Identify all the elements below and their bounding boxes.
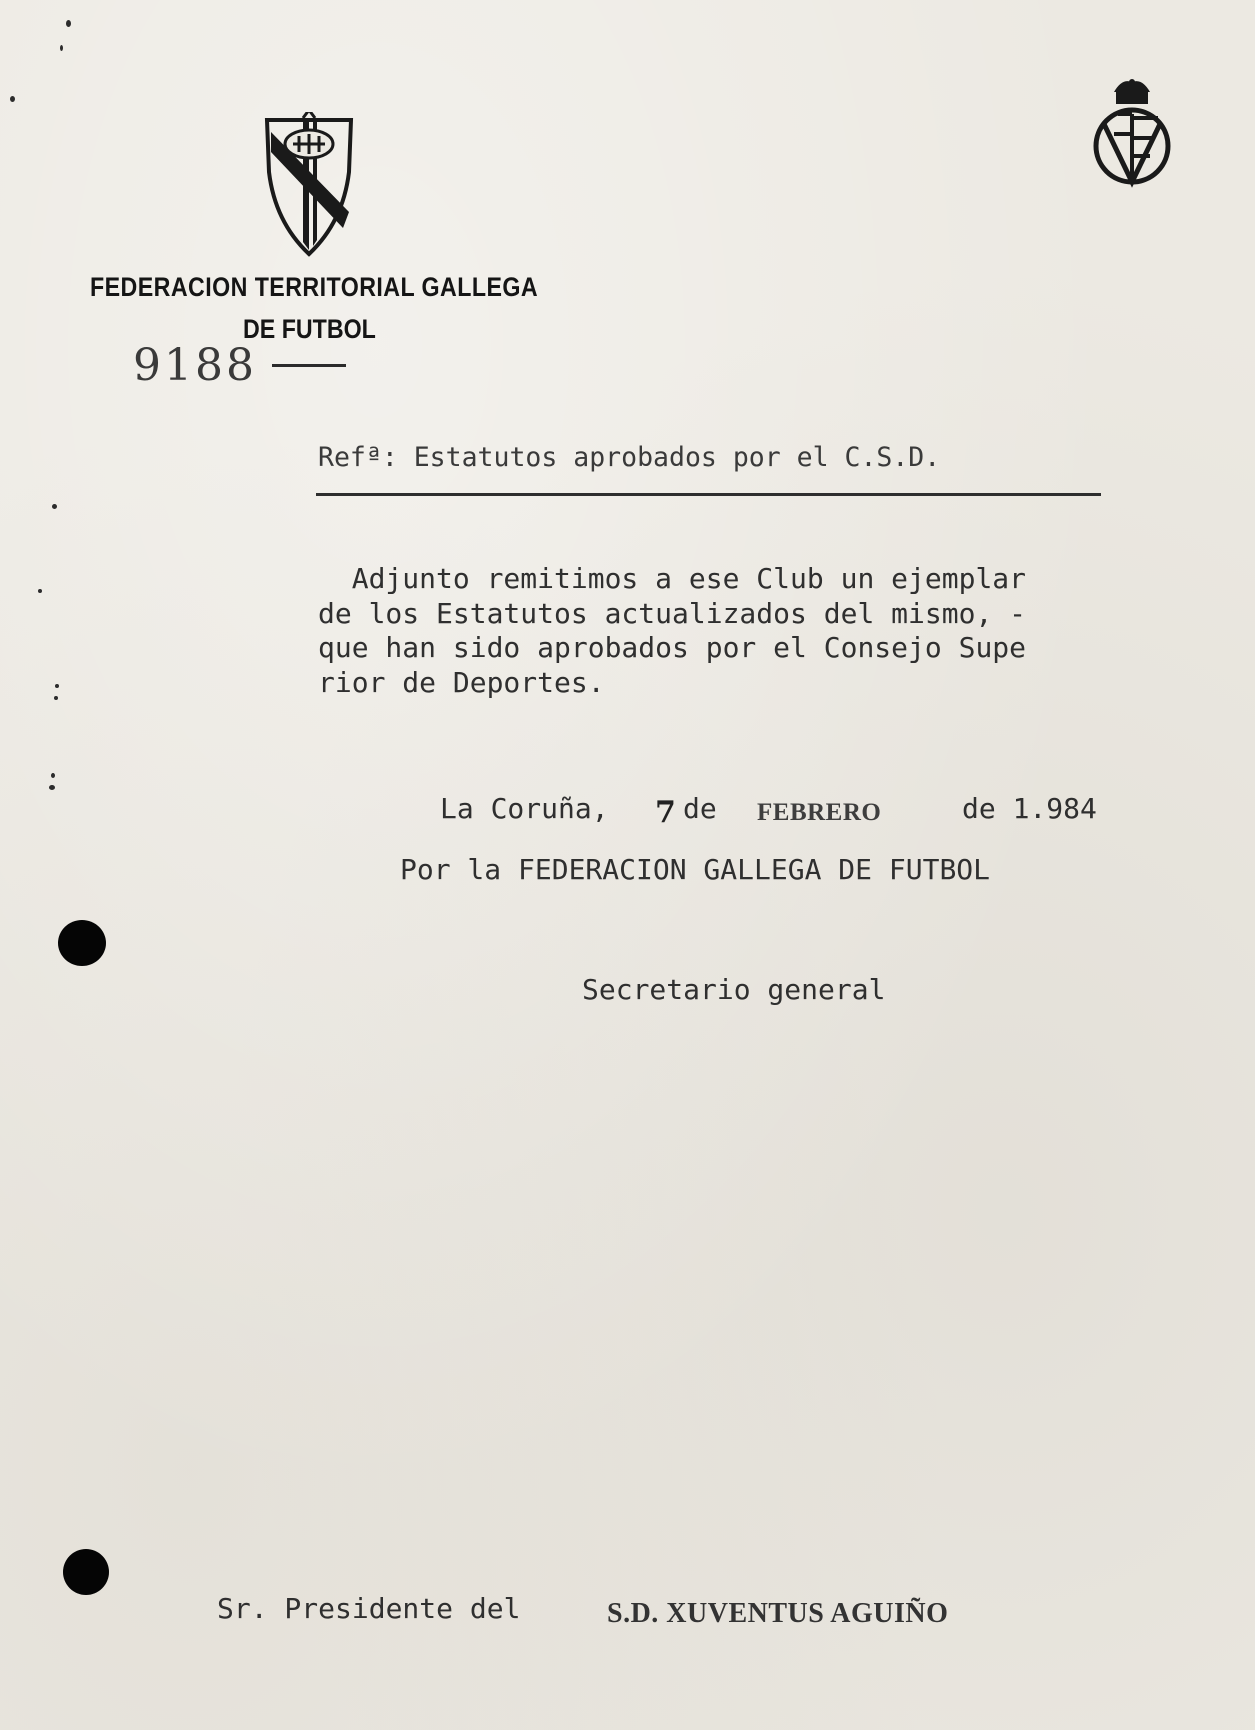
federation-name-line1: FEDERACION TERRITORIAL GALLEGA xyxy=(90,272,539,302)
paper-speck xyxy=(51,773,55,778)
punch-hole xyxy=(58,920,106,966)
paper-speck xyxy=(54,696,58,700)
signature-for-line: Por la FEDERACION GALLEGA DE FUTBOL xyxy=(400,853,991,886)
paper-speck xyxy=(38,589,42,593)
paper-speck xyxy=(66,20,71,27)
paper-speck xyxy=(10,96,15,102)
federation-name-line2: DE FUTBOL xyxy=(243,314,376,344)
body-line: Adjunto remitimos a ese Club un ejemplar xyxy=(318,562,1027,595)
date-month: FEBRERO xyxy=(757,799,882,826)
paper-speck xyxy=(55,684,59,688)
federation-crest-logo xyxy=(263,112,355,257)
signature-title: Secretario general xyxy=(582,973,886,1006)
body-line: de los Estatutos actualizados del mismo, - xyxy=(318,596,1027,630)
date-day: 7 xyxy=(655,795,676,830)
date-preposition: de xyxy=(683,792,717,825)
letter-body xyxy=(318,562,1178,700)
reference-line: Refª: Estatutos aprobados por el C.S.D. xyxy=(318,442,941,473)
registry-number: 9188 xyxy=(133,340,257,391)
registry-dash xyxy=(272,364,346,367)
paper-speck xyxy=(60,45,63,51)
date-place: La Coruña, xyxy=(440,792,609,825)
royal-federation-emblem xyxy=(1092,78,1172,190)
punch-hole xyxy=(63,1549,109,1595)
paper-speck xyxy=(52,504,57,509)
body-line: rior de Deportes. xyxy=(318,665,605,699)
reference-underline xyxy=(316,493,1101,496)
paper-speck xyxy=(49,785,55,790)
body-line: que han sido aprobados por el Consejo Supe xyxy=(318,631,1027,664)
addressee-prefix: Sr. Presidente del xyxy=(217,1592,521,1625)
addressee-club-name: S.D. XUVENTUS AGUIÑO xyxy=(607,1598,949,1629)
date-year: de 1.984 xyxy=(962,792,1097,825)
